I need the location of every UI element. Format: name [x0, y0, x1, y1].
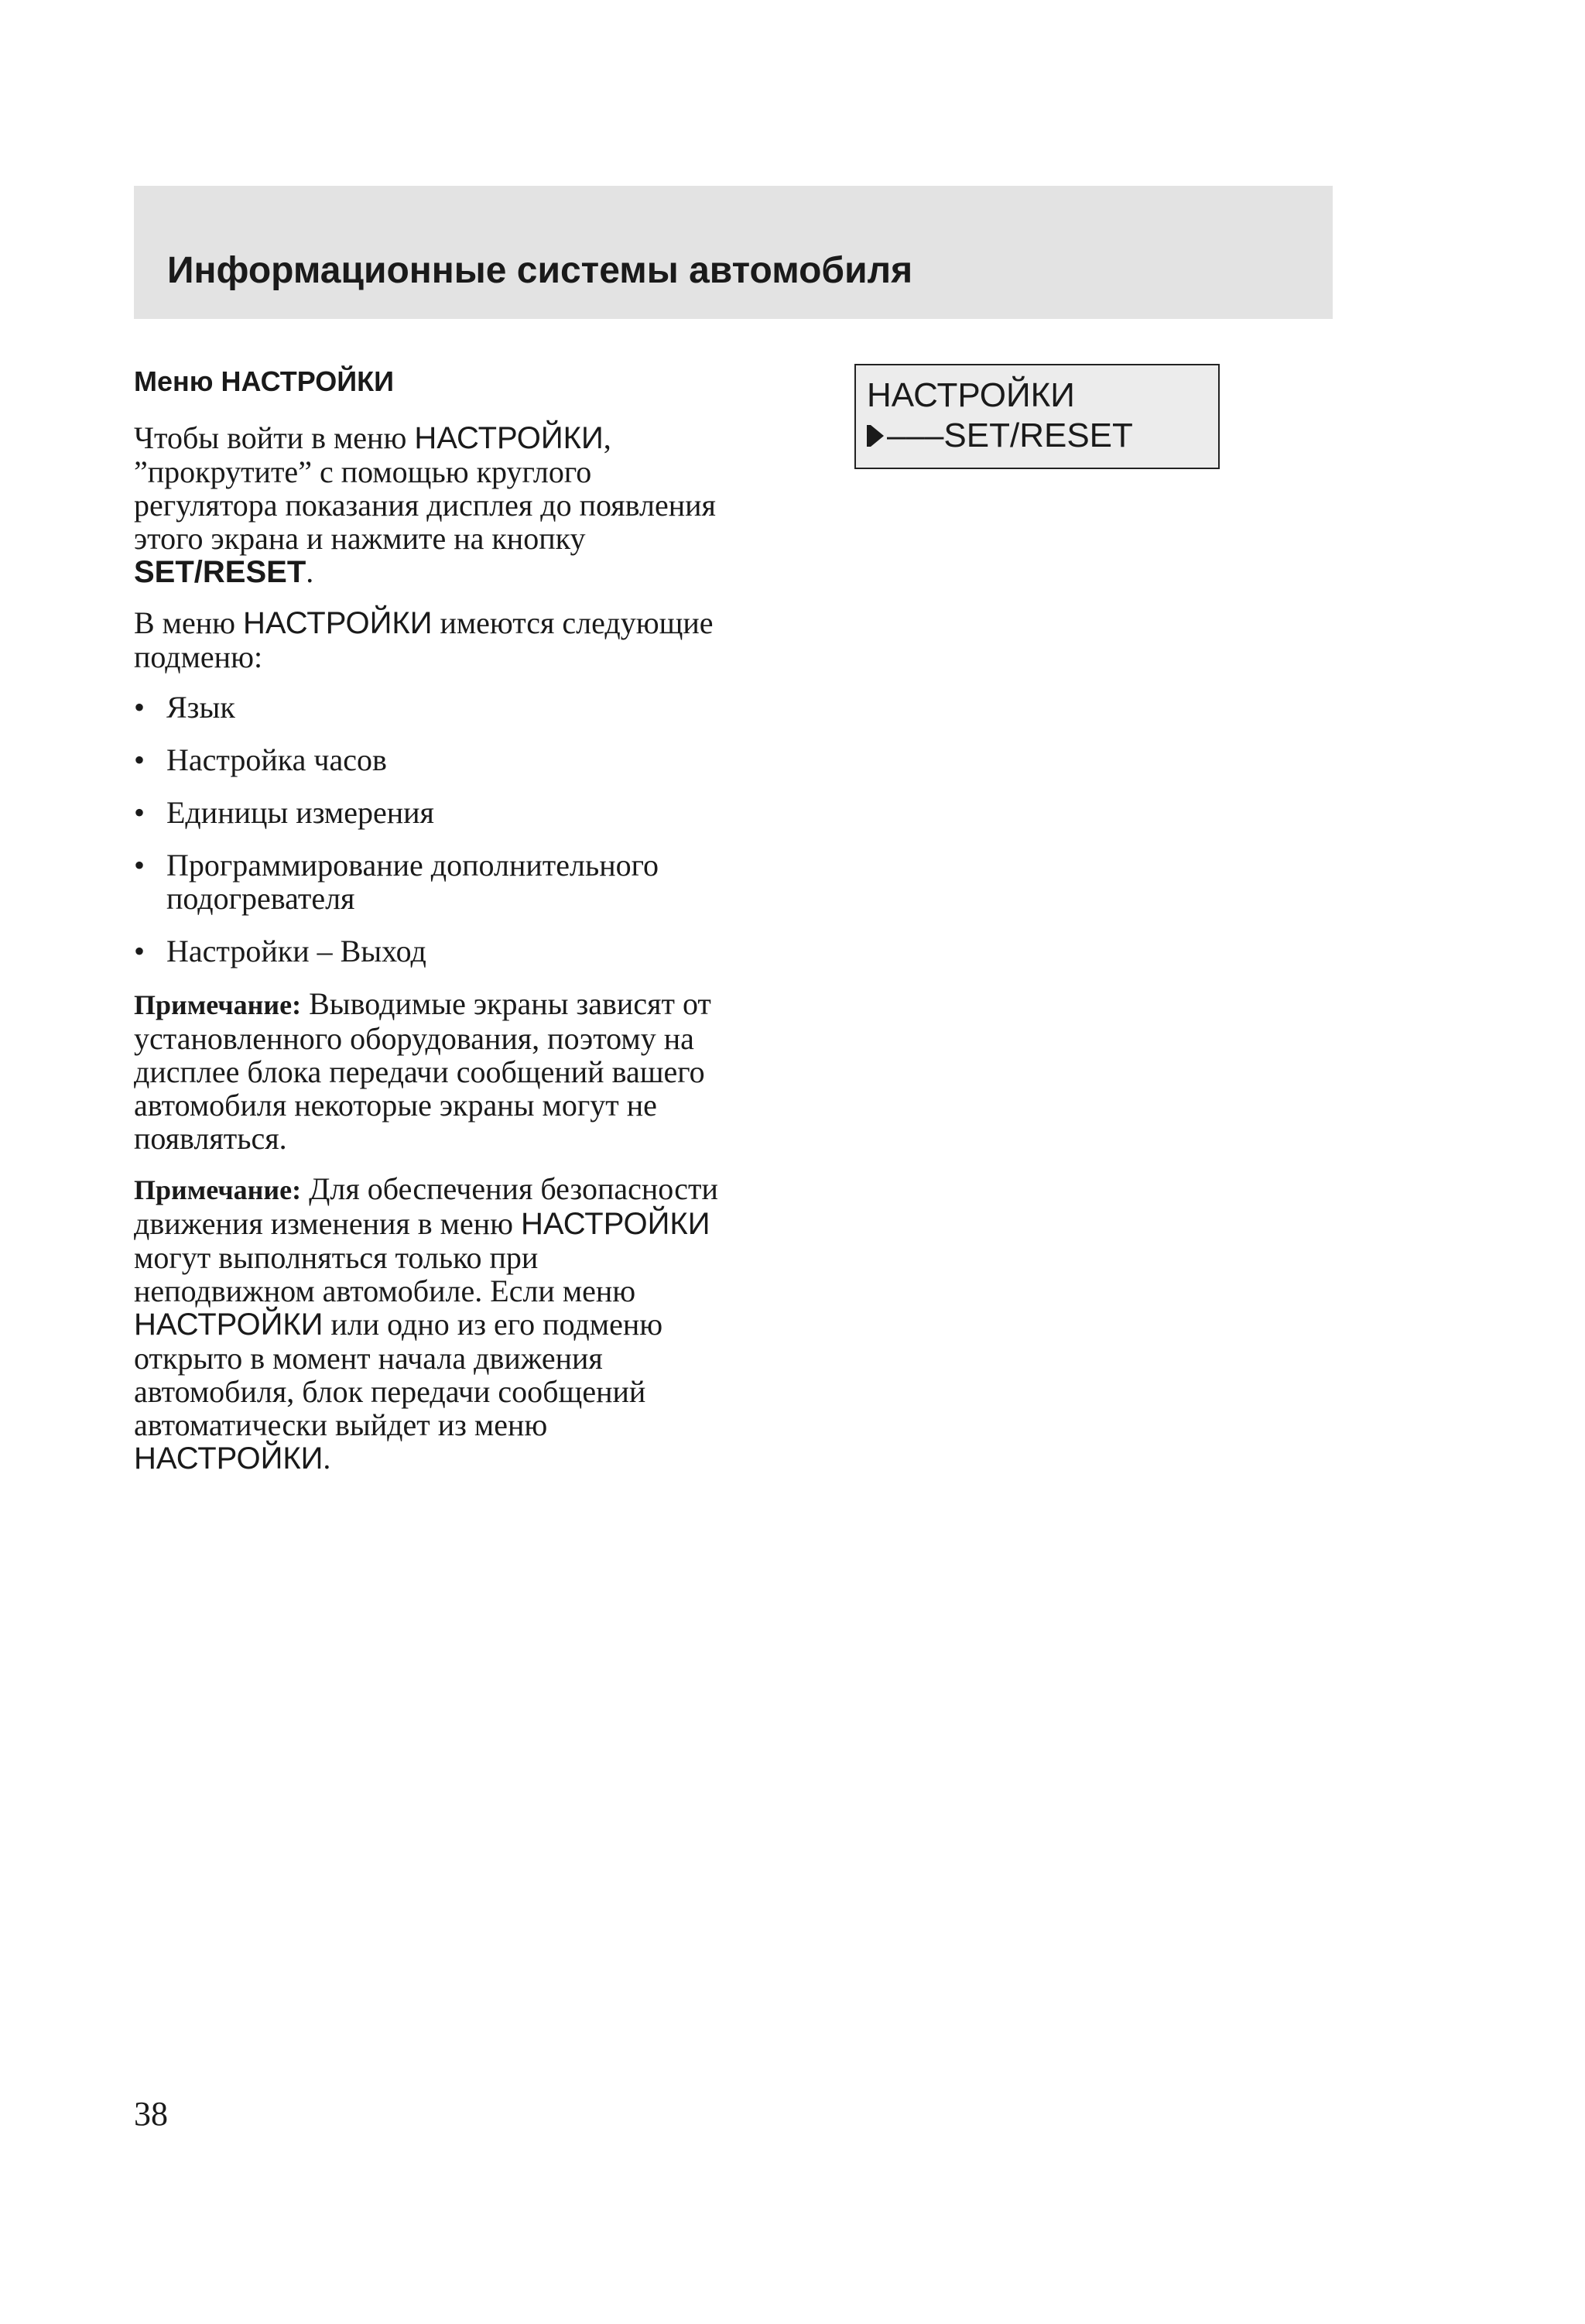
submenu-list [134, 691, 722, 968]
bullet-icon: • [134, 934, 145, 968]
bullet-icon: • [134, 742, 145, 777]
bullet-icon: • [134, 848, 145, 883]
menu-name: НАСТРОЙКИ [414, 421, 604, 455]
chapter-header [134, 186, 1333, 319]
menu-name: НАСТРОЙКИ [134, 1308, 324, 1342]
note-paragraph: Примечание: Для обеспечения безопасности движения изменения в меню НАСТРОЙКИ могут выполняться только при неподвижном автомобиле. Если меню НАСТРОЙКИ или одно из его подменю открыто в момент начала движения автомобиля, блок передачи сообщений автоматически выйдет из меню НАСТРОЙКИ. [134, 1171, 718, 1476]
cursor-arrow-icon [867, 420, 885, 451]
button-name: SET/RESET [134, 555, 306, 589]
list-item: • Настройка часов [134, 742, 387, 777]
bullet-icon: • [134, 795, 145, 830]
list-item: • Программирование дополнительного подогревателя [134, 848, 659, 916]
section-heading: Меню НАСТРОЙКИ [134, 365, 394, 397]
display-line-1: НАСТРОЙКИ [867, 376, 1075, 414]
intro-paragraph: Чтобы войти в меню НАСТРОЙКИ, ”прокрутите” с помощью круглого регулятора показания дисплея до появления этого экрана и нажмите на кнопку SET/RESET. [134, 420, 716, 589]
note-paragraph: Примечание: Выводимые экраны зависят от установленного оборудования, поэтому на дисплее блока передачи сообщений вашего автомобиля некоторые экраны могут не появляться. [134, 986, 711, 1156]
note-label: Примечание: [134, 989, 302, 1020]
chapter-title: Информационные системы автомобиля [167, 250, 913, 291]
message-display-screen [854, 364, 1220, 469]
menu-name: НАСТРОЙКИ [521, 1207, 710, 1241]
list-item: • Настройки – Выход [134, 934, 426, 968]
bullet-icon: • [134, 690, 145, 725]
list-item: • Язык [134, 690, 235, 725]
note-label: Примечание: [134, 1174, 302, 1205]
page-number: 38 [134, 2095, 168, 2133]
submenu-lead: В меню НАСТРОЙКИ имеются следующие подменю: [134, 605, 714, 674]
main-column [134, 352, 722, 1493]
menu-name: НАСТРОЙКИ [134, 1441, 324, 1476]
menu-name: НАСТРОЙКИ [243, 606, 433, 640]
list-item: • Единицы измерения [134, 795, 434, 830]
display-line-2: –––SET/RESET [867, 416, 1207, 456]
